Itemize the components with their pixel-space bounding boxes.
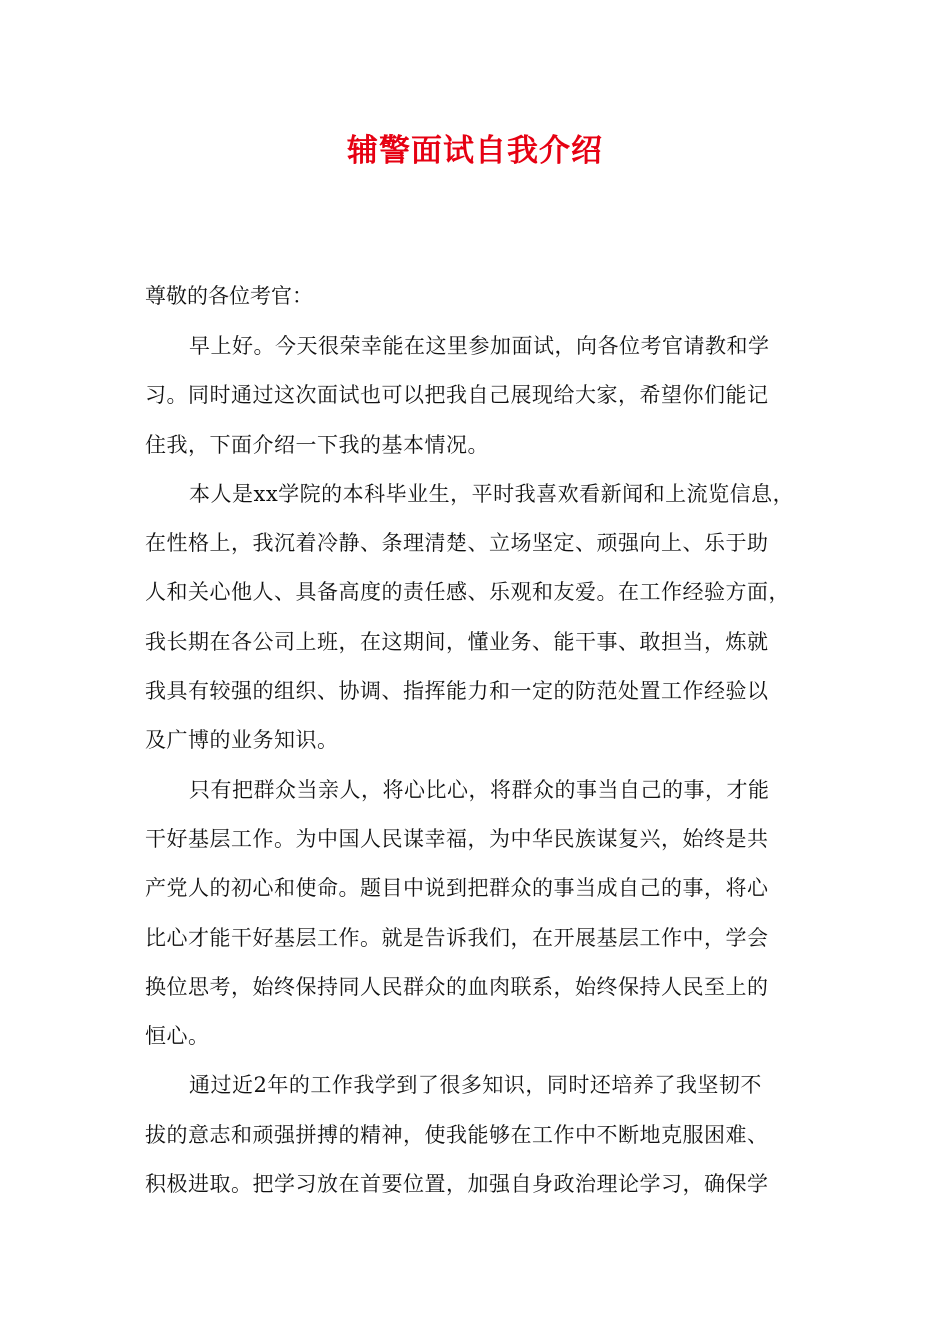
paragraph-2-line-6: 及广博的业务知识。 (145, 728, 339, 753)
document-body (145, 322, 825, 1209)
paragraph-1-line-1: 早上好。今天很荣幸能在这里参加面试，向各位考官请教和学 (189, 334, 770, 358)
paragraph-3-line-1: 只有把群众当亲人，将心比心，将群众的事当自己的事，才能 (189, 777, 770, 802)
paragraph-4-line-2: 拔的意志和顽强拼搏的精神，使我能够在工作中不断地克服困难、 (145, 1122, 769, 1147)
salutation: 尊敬的各位考官： (145, 284, 313, 308)
paragraph-2-line-2: 在性格上，我沉着冷静、条理清楚、立场坚定、顽强向上、乐于助 (145, 531, 769, 556)
paragraph-2-line-5: 我具有较强的组织、协调、指挥能力和一定的防范处置工作经验以 (145, 679, 769, 704)
paragraph-3-line-4: 比心才能干好基层工作。就是告诉我们，在开展基层工作中，学会 (145, 925, 769, 950)
paragraph-1-line-3: 住我，下面介绍一下我的基本情况。 (145, 432, 489, 457)
document-title: 辅警面试自我介绍 (347, 133, 603, 169)
paragraph-4-line-1: 通过近2年的工作我学到了很多知识，同时还培养了我坚韧不 (189, 1073, 762, 1098)
paragraph-2-line-1: 本人是xx学院的本科毕业生，平时我喜欢看新闻和上流览信息， (189, 481, 795, 506)
paragraph-1-line-2: 习。同时通过这次面试也可以把我自己展现给大家，希望你们能记 (145, 383, 769, 408)
paragraph-3-line-6: 恒心。 (145, 1024, 210, 1049)
paragraph-2-line-3: 人和关心他人、具备高度的责任感、乐观和友爱。在工作经验方面， (145, 580, 790, 605)
paragraph-3-line-3: 产党人的初心和使命。题目中说到把群众的事当成自己的事，将心 (145, 876, 769, 901)
paragraph-3-line-2: 干好基层工作。为中国人民谋幸福，为中华民族谋复兴，始终是共 (145, 826, 769, 851)
paragraph-4-line-3: 积极进取。把学习放在首要位置，加强自身政治理论学习，确保学 (145, 1172, 769, 1197)
paragraph-3-line-5: 换位思考，始终保持同人民群众的血肉联系，始终保持人民至上的 (145, 974, 769, 999)
paragraph-2-line-4: 我长期在各公司上班，在这期间，懂业务、能干事、敢担当，炼就 (145, 629, 769, 654)
